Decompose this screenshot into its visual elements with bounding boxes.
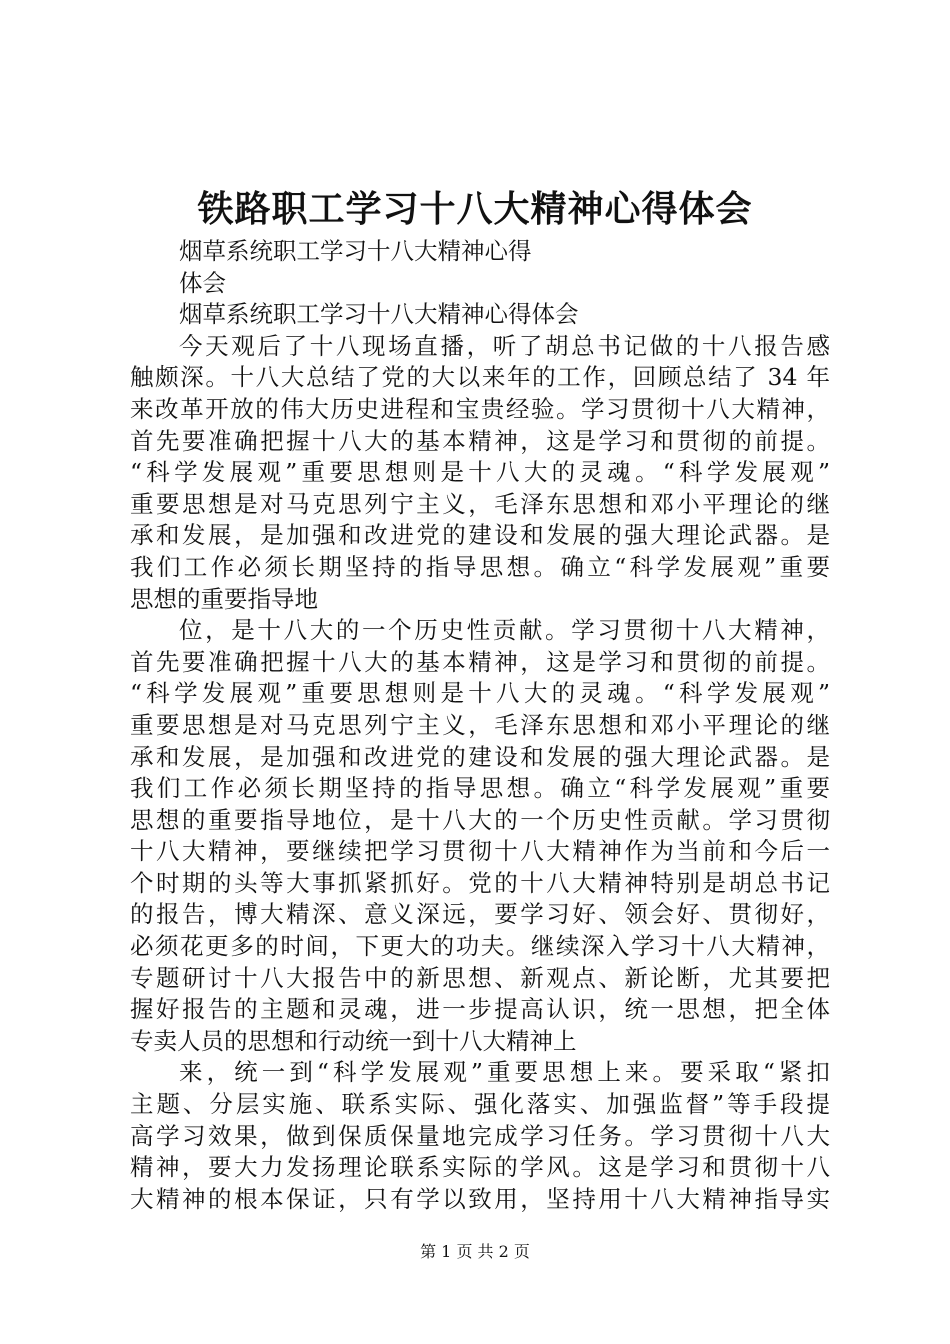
text-line: “科学发展观”重要思想则是十八大的灵魂。“科学发展观” [130, 458, 830, 487]
text-line: 思想的重要指导地 [130, 584, 318, 613]
text-line: 重要思想是对马克思列宁主义，毛泽东思想和邓小平理论的继 [130, 489, 830, 518]
text-line: 体会 [179, 268, 226, 297]
text-line: 的报告，博大精深、意义深远，要学习好、领会好、贯彻好， [130, 900, 830, 929]
text-line: 首先要准确把握十八大的基本精神，这是学习和贯彻的前提。 [130, 426, 830, 455]
text-line: 专题研讨十八大报告中的新思想、新观点、新论断，尤其要把 [130, 963, 830, 992]
text-line: 承和发展，是加强和改进党的建设和发展的强大理论武器。是 [130, 742, 830, 771]
text-line: 来改革开放的伟大历史进程和宝贵经验。学习贯彻十八大精神， [130, 394, 830, 423]
text-line: 来，统一到“科学发展观”重要思想上来。要采取“紧扣 [179, 1058, 830, 1087]
text-line: 主题、分层实施、联系实际、强化落实、加强监督”等手段提 [130, 1090, 830, 1119]
text-line: 我们工作必须长期坚持的指导思想。确立“科学发展观”重要 [130, 774, 830, 803]
text-line: 高学习效果，做到保质保量地完成学习任务。学习贯彻十八大 [130, 1121, 830, 1150]
text-line: 十八大精神，要继续把学习贯彻十八大精神作为当前和今后一 [130, 837, 830, 866]
page-footer: 第 1 页 共 2 页 [420, 1242, 530, 1261]
text-line: “科学发展观”重要思想则是十八大的灵魂。“科学发展观” [130, 679, 830, 708]
text-line: 触颇深。十八大总结了党的大以来年的工作，回顾总结了 34 年 [130, 363, 830, 392]
text-line: 首先要准确把握十八大的基本精神，这是学习和贯彻的前提。 [130, 647, 830, 676]
text-line: 精神，要大力发扬理论联系实际的学风。这是学习和贯彻十八 [130, 1153, 830, 1182]
text-line: 思想的重要指导地位，是十八大的一个历史性贡献。学习贯彻 [130, 805, 830, 834]
document-body [130, 236, 830, 1215]
text-line: 我们工作必须长期坚持的指导思想。确立“科学发展观”重要 [130, 552, 830, 581]
text-line: 重要思想是对马克思列宁主义，毛泽东思想和邓小平理论的继 [130, 710, 830, 739]
text-line: 今天观后了十八现场直播，听了胡总书记做的十八报告感 [179, 331, 830, 360]
text-line: 烟草系统职工学习十八大精神心得 [179, 237, 532, 265]
text-line: 个时期的头等大事抓紧抓好。党的十八大精神特别是胡总书记 [130, 868, 830, 897]
text-line: 大精神的根本保证，只有学以致用，坚持用十八大精神指导实 [130, 1184, 830, 1213]
text-line: 必须花更多的时间，下更大的功夫。继续深入学习十八大精神， [130, 932, 830, 961]
text-line: 专卖人员的思想和行动统一到十八大精神上 [130, 1026, 577, 1055]
document-title: 铁路职工学习十八大精神心得体会 [197, 188, 753, 230]
text-line: 位，是十八大的一个历史性贡献。学习贯彻十八大精神， [179, 616, 830, 645]
text-line: 握好报告的主题和灵魂，进一步提高认识，统一思想，把全体 [130, 995, 830, 1024]
text-line: 承和发展，是加强和改进党的建设和发展的强大理论武器。是 [130, 521, 830, 550]
text-line: 烟草系统职工学习十八大精神心得体会 [179, 300, 579, 329]
